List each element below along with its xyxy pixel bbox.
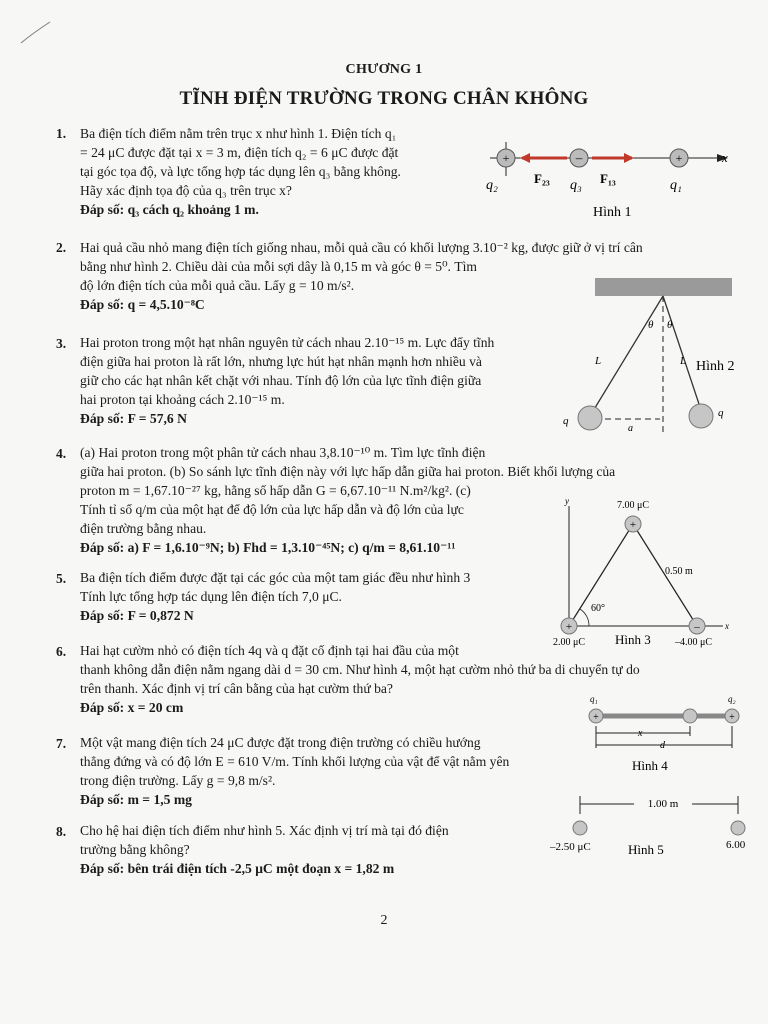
svg-text:q₃: q₃ — [570, 178, 582, 193]
problem-4-number: 4. — [56, 446, 67, 461]
svg-text:q: q — [563, 415, 569, 427]
figure-2 — [555, 276, 750, 446]
problem-5-text: Ba điện tích điểm được đặt tại các góc của một tam giác đều như hình 3 Tính lực tổng hợp tác dụng lên điện tích 7,0 μC. Đáp số: F = 0,872 N — [80, 568, 550, 625]
svg-text:+: + — [629, 519, 637, 531]
svg-text:a: a — [628, 423, 633, 434]
figure-3 — [545, 496, 755, 652]
svg-text:7.00 μC: 7.00 μC — [617, 500, 650, 511]
problem-1-answer: Đáp số: q₃ cách q₂ khoảng 1 m. — [80, 202, 259, 217]
problem-2-answer: Đáp số: q = 4,5.10⁻⁸C — [80, 297, 205, 312]
problem-5-answer: Đáp số: F = 0,872 N — [80, 608, 194, 623]
svg-text:q₁: q₁ — [670, 178, 682, 193]
svg-text:q: q — [718, 407, 724, 419]
svg-text:θ: θ — [648, 319, 654, 331]
svg-text:x: x — [722, 150, 728, 165]
problem-1-text: Ba điện tích điểm nằm trên trục x như hình 1. Điện tích q₁ = 24 μC được đặt tại x = 3 m, điện tích q₂ = 6 μC được đặt tại góc tọa độ, và lực tổng hợp tác dụng lên q₃ bằng không. Hãy xác định tọa độ của q₃ trên trục x? Đáp số: q₃ cách q₂ khoảng 1 m. — [80, 124, 460, 219]
problem-3-number: 3. — [56, 336, 67, 351]
svg-text:F₂₃: F₂₃ — [534, 171, 550, 186]
svg-text:60°: 60° — [591, 603, 605, 614]
svg-text:+: + — [502, 151, 510, 165]
svg-text:d: d — [660, 740, 665, 751]
svg-text:–2.50 μC: –2.50 μC — [550, 841, 591, 853]
svg-text:Hình 4: Hình 4 — [632, 758, 668, 773]
svg-text:+: + — [593, 712, 599, 723]
svg-text:θ: θ — [667, 319, 673, 331]
svg-text:q₂: q₂ — [486, 178, 498, 193]
problem-4-answer: Đáp số: a) F = 1,6.10⁻⁹N; b) Fhd = 1,3.10⁻⁴⁵N; c) q/m = 8,61.10⁻¹¹ — [80, 540, 456, 555]
svg-text:Hình 1: Hình 1 — [593, 205, 632, 220]
problem-4-text: (a) Hai proton trong một phân tử cách nhau 3,8.10⁻¹⁰ m. Tìm lực tĩnh điện giữa hai proton. (b) So sánh lực tĩnh điện này với lực hấp dẫn giữa hai proton. Biết khối lượng của proton m = 1,67.10⁻²⁷ kg, hằng số hấp dẫn G = 6,67.10⁻¹¹ N.m²/kg². (c) Tính tỉ số q/m của một hạt để độ lớn của lực hấp dẫn và độ lớn của lực điện trường bằng nhau. Đáp số: a) F = 1,6.10⁻⁹N; b) Fhd = 1,3.10⁻⁴⁵N; c) q/m = 8,61.10⁻¹¹ — [80, 443, 760, 557]
svg-text:+: + — [565, 621, 573, 633]
svg-text:F₁₃: F₁₃ — [600, 171, 616, 186]
figure-4 — [580, 690, 752, 776]
problem-2-text: Hai quả cầu nhỏ mang điện tích giống nhau, mỗi quả cầu có khối lượng 3.10⁻² kg, được giữ ở vị trí cân bằng như hình 2. Chiều dài của mỗi sợi dây là 0,15 m và góc θ = 5⁰. Tìm độ lớn điện tích của mỗi quả cầu. Lấy g = 10 m/s². Đáp số: q = 4,5.10⁻⁸C — [80, 238, 760, 314]
problem-2-number: 2. — [56, 240, 67, 255]
pencil-mark — [18, 18, 54, 48]
problem-7-answer: Đáp số: m = 1,5 mg — [80, 792, 192, 807]
svg-text:Hình 2: Hình 2 — [696, 359, 735, 374]
svg-text:2.00 μC: 2.00 μC — [553, 637, 586, 648]
svg-text:x: x — [725, 621, 729, 631]
svg-text:Hình 3: Hình 3 — [615, 632, 651, 647]
svg-text:1.00 m: 1.00 m — [647, 798, 679, 810]
svg-text:+: + — [675, 151, 683, 165]
svg-text:–4.00 μC: –4.00 μC — [675, 637, 713, 648]
problem-8-number: 8. — [56, 824, 67, 839]
problem-3-answer: Đáp số: F = 57,6 N — [80, 411, 187, 426]
svg-text:L: L — [595, 355, 602, 367]
problem-7-number: 7. — [56, 736, 67, 751]
problem-5-number: 5. — [56, 571, 67, 586]
problem-6-number: 6. — [56, 644, 67, 659]
figure-5 — [548, 790, 758, 860]
problem-8-answer: Đáp số: bên trái điện tích -2,5 μC một đoạn x = 1,82 m — [80, 861, 395, 876]
svg-text:–: – — [575, 150, 583, 165]
figure-1 — [470, 132, 740, 227]
svg-text:L: L — [680, 355, 687, 367]
svg-text:–: – — [694, 621, 700, 633]
problem-8-text: Cho hệ hai điện tích điểm như hình 5. Xác định vị trí mà tại đó điện trường bằng không? Đáp số: bên trái điện tích -2,5 μC một đoạn x = 1,82 m — [80, 821, 550, 878]
svg-text:6.00: 6.00 — [726, 839, 746, 851]
svg-text:+: + — [729, 712, 735, 723]
problem-6-text: Hai hạt cườm nhỏ có điện tích 4q và q đặt cố định tại hai đầu của một thanh không dẫn điện nằm ngang dài d = 30 cm. Như hình 4, một hạt cườm nhỏ thứ ba di chuyển tự do trên thanh. Xác định vị trí cân bằng của hạt cườm thứ ba? Đáp số: x = 20 cm — [80, 641, 760, 717]
problem-7-text: Một vật mang điện tích 24 μC được đặt trong điện trường có chiều hướng thẳng đứng và có độ lớn E = 610 V/m. Tính khối lượng của vật để vật nằm yên trong điện trường. Lấy g = 9,8 m/s². Đáp số: m = 1,5 mg — [80, 733, 580, 809]
problem-3-text: Hai proton trong một hạt nhân nguyên tử cách nhau 2.10⁻¹⁵ m. Lực đẩy tĩnh điện giữa hai proton là rất lớn, nhưng lực hút hạt nhân mạnh hơn nhiều và giữ cho các hạt nhân kết chặt với nhau. Tính độ lớn của lực tĩnh điện giữa hai proton tại khoảng cách 2.10⁻¹⁵ m. Đáp số: F = 57,6 N — [80, 333, 570, 428]
svg-text:q₂: q₂ — [728, 694, 736, 704]
problem-1-number: 1. — [56, 126, 67, 141]
page-title: TĨNH ĐIỆN TRƯỜNG TRONG CHÂN KHÔNG — [179, 88, 589, 109]
svg-text:x: x — [638, 728, 643, 739]
chapter-label: CHƯƠNG 1 — [345, 62, 423, 77]
page-number: 2 — [380, 913, 388, 928]
svg-text:y: y — [565, 496, 569, 506]
svg-text:Hình 5: Hình 5 — [628, 842, 664, 857]
svg-text:0.50 m: 0.50 m — [665, 566, 693, 577]
problem-6-answer: Đáp số: x = 20 cm — [80, 700, 184, 715]
svg-text:q₁: q₁ — [590, 694, 598, 704]
